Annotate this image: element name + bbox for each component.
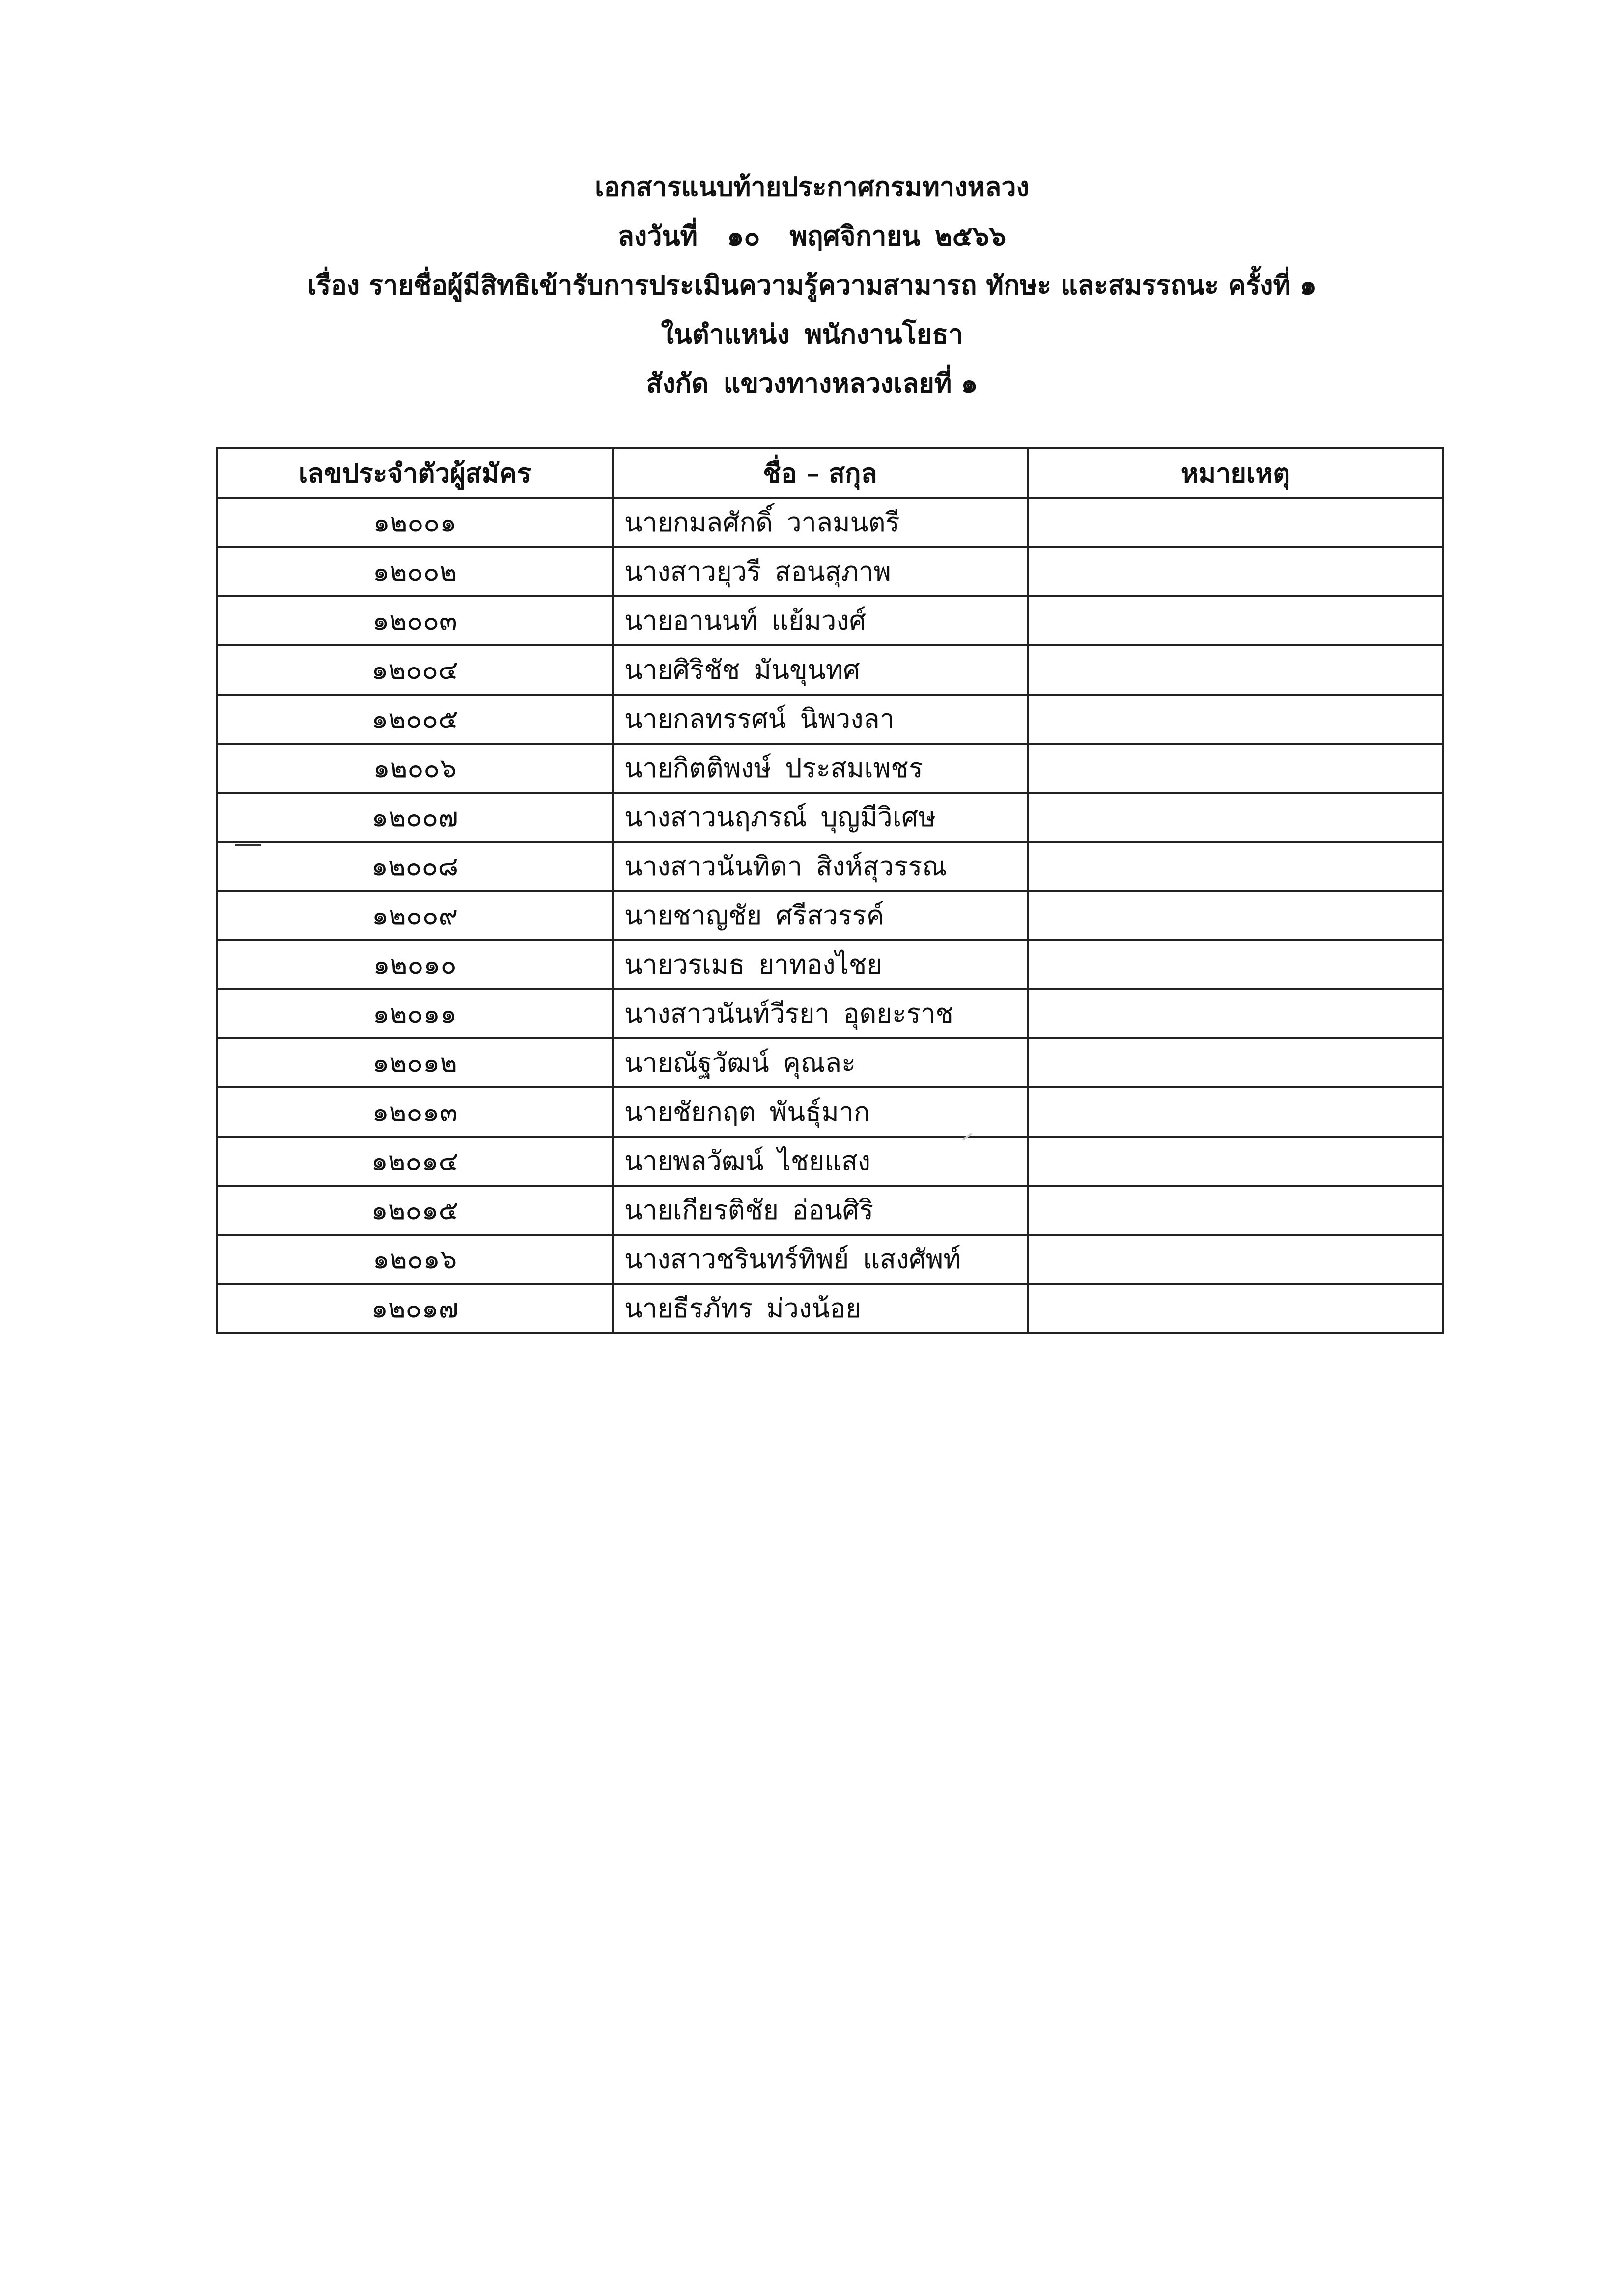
table-row [217, 1038, 1443, 1087]
applicant-name [613, 1284, 1028, 1333]
header-position-prefix: ในตำแหน่ง [661, 318, 790, 350]
applicant-first-name: นายอานนท์ [624, 605, 758, 636]
applicant-first-name: นางสาวยุวรี [624, 556, 761, 587]
header-affiliation-value: แขวงทางหลวงเลยที่ ๑ [723, 367, 978, 399]
applicant-first-name: นายศิริชัช [624, 654, 740, 685]
applicant-id: ๑๒๐๑๐ [217, 940, 613, 989]
applicant-last-name: มันขุนทศ [754, 654, 860, 685]
table-body [217, 498, 1443, 1333]
applicant-remark [1028, 940, 1443, 989]
table-row [217, 1087, 1443, 1137]
table-row [217, 547, 1443, 596]
table-row [217, 498, 1443, 547]
applicant-name [613, 498, 1028, 547]
applicant-id: ๑๒๐๐๘ [217, 842, 613, 891]
header-subject-text: เรื่อง รายชื่อผู้มีสิทธิเข้ารับการประเมินความรู้ความสามารถ ทักษะ และสมรรถนะ ครั้งที่ ๑ [307, 269, 1317, 301]
applicant-first-name: นายธีรภัทร [624, 1293, 753, 1324]
applicant-name [613, 1186, 1028, 1235]
applicant-id: ๑๒๐๑๗ [217, 1284, 613, 1333]
applicant-remark [1028, 498, 1443, 547]
applicant-id: ๑๒๐๐๕ [217, 695, 613, 744]
header-date [0, 211, 1624, 260]
scan-stray-mark [235, 844, 261, 846]
applicant-remark [1028, 547, 1443, 596]
applicant-last-name: ม่วงน้อย [766, 1293, 862, 1324]
applicant-first-name: นายณัฐวัฒน์ [624, 1047, 769, 1078]
applicant-id: ๑๒๐๐๖ [217, 744, 613, 793]
table-row [217, 1284, 1443, 1333]
applicant-last-name: ยาทองไชย [758, 949, 883, 980]
column-header-applicant-id: เลขประจำตัวผู้สมัคร [217, 448, 613, 498]
applicant-last-name: บุญมีวิเศษ [820, 802, 936, 833]
applicant-last-name: แสงศัพท์ [863, 1244, 961, 1275]
table-row [217, 842, 1443, 891]
applicant-remark [1028, 1137, 1443, 1186]
applicant-name [613, 940, 1028, 989]
applicant-name [613, 596, 1028, 645]
applicant-first-name: นายพลวัฒน์ [624, 1145, 764, 1176]
applicant-id: ๑๒๐๐๙ [217, 891, 613, 940]
applicant-remark [1028, 989, 1443, 1038]
applicant-last-name: พันธุ์มาก [769, 1096, 870, 1127]
applicant-first-name: นายชาญชัย [624, 900, 762, 931]
header-position-value: พนักงานโยธา [804, 318, 963, 350]
applicant-first-name: นางสาวนันท์วีรยา [624, 998, 830, 1029]
applicant-name [613, 793, 1028, 842]
applicant-id: ๑๒๐๐๗ [217, 793, 613, 842]
applicant-last-name: ไชยแสง [777, 1145, 871, 1176]
candidate-table [216, 447, 1444, 1334]
applicant-id: ๑๒๐๑๓ [217, 1087, 613, 1137]
applicant-first-name: นางสาวนฤภรณ์ [624, 802, 807, 833]
applicant-last-name: ประสมเพชร [785, 752, 923, 783]
applicant-last-name: สิงห์สุวรรณ [816, 851, 947, 882]
applicant-id: ๑๒๐๑๑ [217, 989, 613, 1038]
applicant-first-name: นายวรเมธ [624, 949, 745, 980]
table-row [217, 645, 1443, 695]
table-row [217, 1137, 1443, 1186]
table-row [217, 989, 1443, 1038]
applicant-remark [1028, 1087, 1443, 1137]
applicant-last-name: อุดยะราช [843, 998, 954, 1029]
applicant-id: ๑๒๐๑๕ [217, 1186, 613, 1235]
applicant-last-name: ศรีสวรรค์ [776, 900, 884, 931]
table-row [217, 793, 1443, 842]
applicant-first-name: นางสาวชรินทร์ทิพย์ [624, 1244, 849, 1275]
applicant-name [613, 1038, 1028, 1087]
header-date-day: ๑๐ [727, 220, 760, 251]
applicant-remark [1028, 1038, 1443, 1087]
applicant-remark [1028, 1235, 1443, 1284]
applicant-last-name: นิพวงลา [800, 703, 895, 734]
header-subject [0, 260, 1624, 309]
header-title-text: เอกสารแนบท้ายประกาศกรมทางหลวง [595, 171, 1029, 202]
applicant-last-name: สอนสุภาพ [775, 556, 891, 587]
table-row [217, 940, 1443, 989]
applicant-name [613, 1137, 1028, 1186]
applicant-last-name: อ่อนศิริ [792, 1195, 874, 1226]
applicant-name [613, 891, 1028, 940]
table-header-row [217, 448, 1443, 498]
document-header [0, 162, 1624, 408]
applicant-name [613, 695, 1028, 744]
header-date-year: ๒๕๖๖ [935, 220, 1007, 251]
applicant-id: ๑๒๐๐๓ [217, 596, 613, 645]
applicant-id: ๑๒๐๐๔ [217, 645, 613, 695]
table-row [217, 744, 1443, 793]
table-row [217, 596, 1443, 645]
applicant-remark [1028, 842, 1443, 891]
header-title [0, 162, 1624, 211]
applicant-first-name: นางสาวนันทิดา [624, 851, 803, 882]
column-header-remarks: หมายเหตุ [1028, 448, 1443, 498]
table-row [217, 695, 1443, 744]
applicant-remark [1028, 1186, 1443, 1235]
applicant-remark [1028, 596, 1443, 645]
header-date-prefix: ลงวันที่ [617, 220, 698, 251]
applicant-first-name: นายเกียรติชัย [624, 1195, 779, 1226]
applicant-name [613, 547, 1028, 596]
applicant-remark [1028, 645, 1443, 695]
column-header-full-name: ชื่อ – สกุล [613, 448, 1028, 498]
applicant-remark [1028, 744, 1443, 793]
applicant-name [613, 842, 1028, 891]
applicant-id: ๑๒๐๐๒ [217, 547, 613, 596]
applicant-name [613, 645, 1028, 695]
applicant-name [613, 1235, 1028, 1284]
applicant-first-name: นายชัยกฤต [624, 1096, 756, 1127]
applicant-first-name: นายกลทรรศน์ [624, 703, 786, 734]
applicant-remark [1028, 695, 1443, 744]
header-position [0, 309, 1624, 359]
applicant-last-name: วาลมนตรี [786, 507, 900, 538]
applicant-id: ๑๒๐๑๔ [217, 1137, 613, 1186]
applicant-name [613, 989, 1028, 1038]
header-affiliation [0, 359, 1624, 408]
applicant-name [613, 744, 1028, 793]
applicant-last-name: คุณละ [783, 1047, 856, 1078]
applicant-remark [1028, 1284, 1443, 1333]
table-row [217, 1235, 1443, 1284]
header-affiliation-prefix: สังกัด [646, 367, 709, 399]
header-date-month: พฤศจิกายน [789, 220, 921, 251]
applicant-name [613, 1087, 1028, 1137]
table-row [217, 891, 1443, 940]
applicant-id: ๑๒๐๑๖ [217, 1235, 613, 1284]
applicant-first-name: นายกิตติพงษ์ [624, 752, 772, 783]
table-row [217, 1186, 1443, 1235]
applicant-id: ๑๒๐๐๑ [217, 498, 613, 547]
applicant-first-name: นายกมลศักดิ์ [624, 507, 773, 538]
applicant-last-name: แย้มวงศ์ [771, 605, 867, 636]
applicant-remark [1028, 891, 1443, 940]
applicant-remark [1028, 793, 1443, 842]
applicant-id: ๑๒๐๑๒ [217, 1038, 613, 1087]
